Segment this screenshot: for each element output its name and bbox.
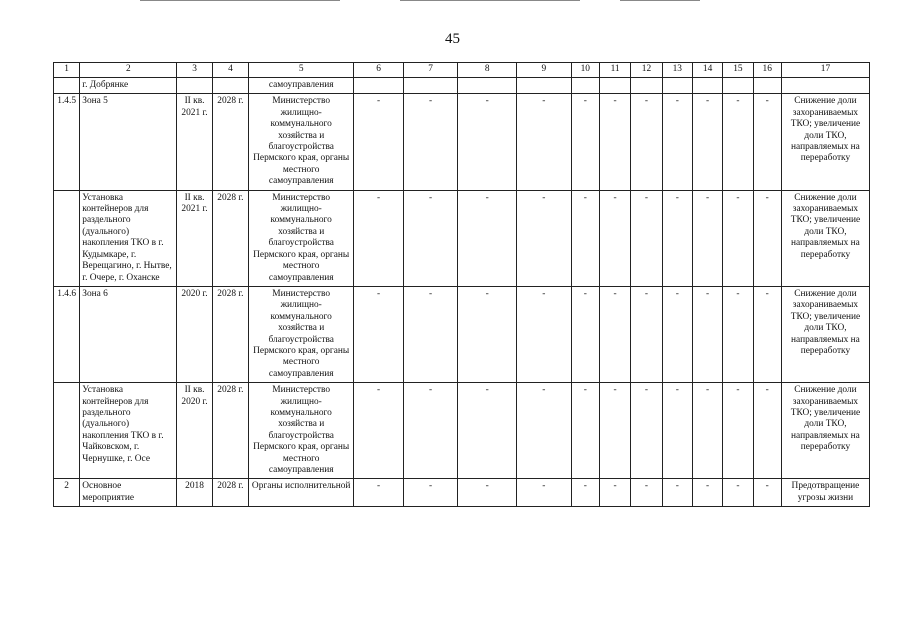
end-date: 2028 г. (212, 383, 248, 479)
table-row (54, 479, 870, 507)
expected-result: Снижение доли захораниваемых ТКО; увеличение доли ТКО, направляемых на переработку (781, 190, 869, 286)
value-cell: - (692, 286, 722, 382)
value-cell (517, 78, 572, 94)
value-cell: - (458, 286, 517, 382)
value-cell: - (662, 286, 692, 382)
start-date: 2018 (177, 479, 212, 507)
executor: Министерство жилищно-коммунального хозяйства и благоустройства Пермского края, органы местного самоуправления (249, 383, 354, 479)
value-cell: - (753, 479, 781, 507)
start-date (177, 78, 212, 94)
value-cell: - (692, 94, 722, 190)
column-header-9: 9 (517, 63, 572, 78)
expected-result (781, 78, 869, 94)
end-date: 2028 г. (212, 94, 248, 190)
expected-result: Предотвращение угрозы жизни (781, 479, 869, 507)
value-cell (631, 78, 662, 94)
value-cell (403, 78, 458, 94)
start-date: II кв. 2021 г. (177, 94, 212, 190)
measures-table (53, 62, 870, 507)
expected-result: Снижение доли захораниваемых ТКО; увеличение доли ТКО, направляемых на переработку (781, 94, 869, 190)
executor: Органы исполнительной (249, 479, 354, 507)
value-cell: - (723, 94, 753, 190)
value-cell: - (599, 190, 630, 286)
measure-name: Зона 5 (80, 94, 177, 190)
value-cell (692, 78, 722, 94)
column-header-17: 17 (781, 63, 869, 78)
table-row (54, 78, 870, 94)
value-cell: - (571, 286, 599, 382)
column-header-15: 15 (723, 63, 753, 78)
start-date: II кв. 2021 г. (177, 190, 212, 286)
column-header-10: 10 (571, 63, 599, 78)
row-number (54, 190, 80, 286)
value-cell: - (631, 479, 662, 507)
value-cell (571, 78, 599, 94)
value-cell: - (631, 286, 662, 382)
value-cell: - (631, 94, 662, 190)
value-cell (458, 78, 517, 94)
value-cell: - (662, 94, 692, 190)
value-cell: - (723, 286, 753, 382)
value-cell: - (403, 286, 458, 382)
column-header-4: 4 (212, 63, 248, 78)
value-cell: - (403, 479, 458, 507)
row-number (54, 78, 80, 94)
measure-name: г. Добрянке (80, 78, 177, 94)
value-cell: - (517, 190, 572, 286)
measure-name: Установка контейнеров для раздельного (дуального) накопления ТКО в г. Кудымкаре, г. Верещагино, г. Нытве, г. Очере, г. Оханске (80, 190, 177, 286)
column-header-13: 13 (662, 63, 692, 78)
start-date: II кв. 2020 г. (177, 383, 212, 479)
row-number: 1.4.5 (54, 94, 80, 190)
column-header-5: 5 (249, 63, 354, 78)
row-number: 1.4.6 (54, 286, 80, 382)
value-cell: - (599, 479, 630, 507)
value-cell: - (354, 286, 404, 382)
column-header-7: 7 (403, 63, 458, 78)
value-cell: - (571, 479, 599, 507)
scan-edge-line (140, 0, 340, 1)
value-cell: - (458, 190, 517, 286)
value-cell (723, 78, 753, 94)
expected-result: Снижение доли захораниваемых ТКО; увеличение доли ТКО, направляемых на переработку (781, 383, 869, 479)
value-cell: - (517, 286, 572, 382)
value-cell: - (662, 190, 692, 286)
column-header-3: 3 (177, 63, 212, 78)
value-cell: - (517, 383, 572, 479)
value-cell: - (723, 383, 753, 479)
column-header-16: 16 (753, 63, 781, 78)
scan-edge-line (400, 0, 580, 1)
value-cell: - (571, 383, 599, 479)
column-header-6: 6 (354, 63, 404, 78)
value-cell: - (354, 479, 404, 507)
table-row (54, 190, 870, 286)
end-date: 2028 г. (212, 286, 248, 382)
value-cell: - (571, 94, 599, 190)
value-cell: - (692, 479, 722, 507)
value-cell (753, 78, 781, 94)
table-row (54, 383, 870, 479)
expected-result: Снижение доли захораниваемых ТКО; увеличение доли ТКО, направляемых на переработку (781, 286, 869, 382)
value-cell: - (458, 383, 517, 479)
value-cell: - (354, 190, 404, 286)
column-header-2: 2 (80, 63, 177, 78)
value-cell: - (692, 383, 722, 479)
executor: Министерство жилищно-коммунального хозяйства и благоустройства Пермского края, органы местного самоуправления (249, 190, 354, 286)
value-cell: - (403, 383, 458, 479)
table-row (54, 286, 870, 382)
scan-edge-line (620, 0, 700, 1)
column-header-11: 11 (599, 63, 630, 78)
value-cell: - (599, 383, 630, 479)
value-cell: - (517, 94, 572, 190)
page-number: 45 (445, 31, 460, 47)
measure-name: Установка контейнеров для раздельного (дуального) накопления ТКО в г. Чайковском, г. Чернушке, г. Осе (80, 383, 177, 479)
column-header-1: 1 (54, 63, 80, 78)
value-cell: - (458, 94, 517, 190)
executor: Министерство жилищно-коммунального хозяйства и благоустройства Пермского края, органы местного самоуправления (249, 286, 354, 382)
executor: Министерство жилищно-коммунального хозяйства и благоустройства Пермского края, органы местного самоуправления (249, 94, 354, 190)
value-cell: - (403, 94, 458, 190)
value-cell (354, 78, 404, 94)
measure-name: Основное мероприятие (80, 479, 177, 507)
value-cell: - (631, 383, 662, 479)
start-date: 2020 г. (177, 286, 212, 382)
end-date: 2028 г. (212, 479, 248, 507)
value-cell: - (662, 383, 692, 479)
column-header-8: 8 (458, 63, 517, 78)
value-cell: - (631, 190, 662, 286)
column-header-14: 14 (692, 63, 722, 78)
value-cell: - (571, 190, 599, 286)
row-number (54, 383, 80, 479)
value-cell: - (723, 190, 753, 286)
value-cell: - (599, 286, 630, 382)
value-cell: - (723, 479, 753, 507)
value-cell (599, 78, 630, 94)
value-cell: - (753, 286, 781, 382)
value-cell: - (753, 190, 781, 286)
value-cell: - (753, 383, 781, 479)
value-cell: - (753, 94, 781, 190)
value-cell: - (599, 94, 630, 190)
value-cell: - (662, 479, 692, 507)
end-date (212, 78, 248, 94)
value-cell: - (354, 383, 404, 479)
column-number-row (54, 63, 870, 78)
value-cell: - (354, 94, 404, 190)
value-cell: - (692, 190, 722, 286)
end-date: 2028 г. (212, 190, 248, 286)
value-cell (662, 78, 692, 94)
executor: самоуправления (249, 78, 354, 94)
value-cell: - (517, 479, 572, 507)
measure-name: Зона 6 (80, 286, 177, 382)
value-cell: - (458, 479, 517, 507)
value-cell: - (403, 190, 458, 286)
table-row (54, 94, 870, 190)
column-header-12: 12 (631, 63, 662, 78)
row-number: 2 (54, 479, 80, 507)
